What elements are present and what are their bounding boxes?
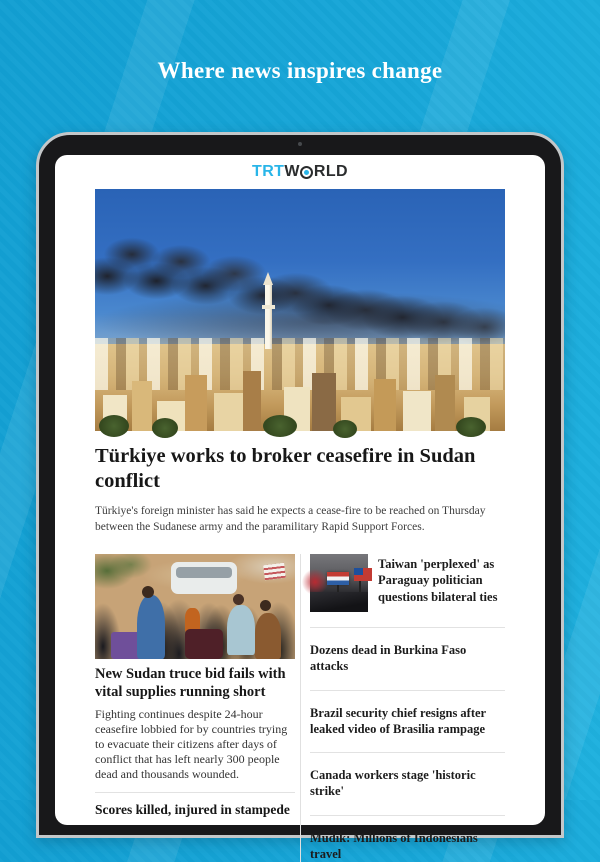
side-story-headline[interactable]: Dozens dead in Burkina Faso attacks [310, 643, 467, 674]
left-column [95, 554, 295, 862]
page-content [55, 189, 545, 862]
paraguay-flag-shape [327, 572, 349, 585]
story-columns [95, 554, 505, 862]
masthead [55, 155, 545, 189]
globe-icon [300, 166, 313, 179]
divider [310, 690, 505, 691]
blue-hijab-figure [137, 595, 165, 659]
lead-story-headline[interactable]: Türkiye works to broker ceasefire in Sudan conflict [95, 445, 476, 492]
red-flag-shape [302, 569, 328, 595]
lead-story-image[interactable] [95, 189, 505, 431]
tan-figure [255, 613, 281, 659]
table-shape [310, 592, 368, 612]
hero-minaret [265, 285, 272, 349]
tablet-screen [55, 155, 545, 861]
right-column [300, 554, 505, 862]
next-story-headline[interactable]: Scores killed, injured in stampede [95, 801, 290, 817]
light-blue-figure [227, 605, 255, 655]
divider [310, 815, 505, 816]
taiwan-flag-shape [354, 568, 372, 581]
side-story-headline[interactable]: Brazil security chief resigns after leaked video of Brasilia rampage [310, 705, 486, 736]
divider [310, 627, 505, 628]
logo-trt: TRT [252, 163, 285, 180]
tablet-frame [36, 132, 564, 861]
banner-tagline: Where news inspires change [157, 58, 443, 83]
lead-story-deck: Türkiye's foreign minister has said he expects a cease-fire to be reached on Thursday between the Sudanese army and the paramilitary Rapid Support Forces. [95, 505, 486, 534]
side-story-headline[interactable]: Canada workers stage 'historic strike' [310, 768, 476, 799]
secondary-story-headline[interactable]: New Sudan truce bid fails with vital supplies running short [95, 666, 286, 700]
trt-world-logo[interactable] [252, 163, 348, 181]
logo-world-pre: W [284, 163, 300, 180]
side-story-thumbnail [310, 554, 368, 612]
side-story-headline[interactable]: Mudik: Millions of Indonesians travel [310, 830, 478, 861]
secondary-story-summary: Fighting continues despite 24-hour ceasefire lobbied for by countries trying to evacuate their citizens after days of conflict that has left nearly 300 people dead and thousands wounded. [95, 706, 288, 782]
secondary-story-image[interactable] [95, 554, 295, 659]
side-story-row[interactable] [310, 554, 505, 612]
front-camera-icon [298, 142, 302, 146]
divider [95, 792, 295, 793]
logo-world-post: RLD [313, 163, 348, 180]
hero-city [95, 344, 505, 431]
side-story-headline[interactable]: Taiwan 'perplexed' as Paraguay politician questions bilateral ties [378, 557, 498, 604]
divider [310, 752, 505, 753]
red-duffel-shape [185, 629, 223, 659]
